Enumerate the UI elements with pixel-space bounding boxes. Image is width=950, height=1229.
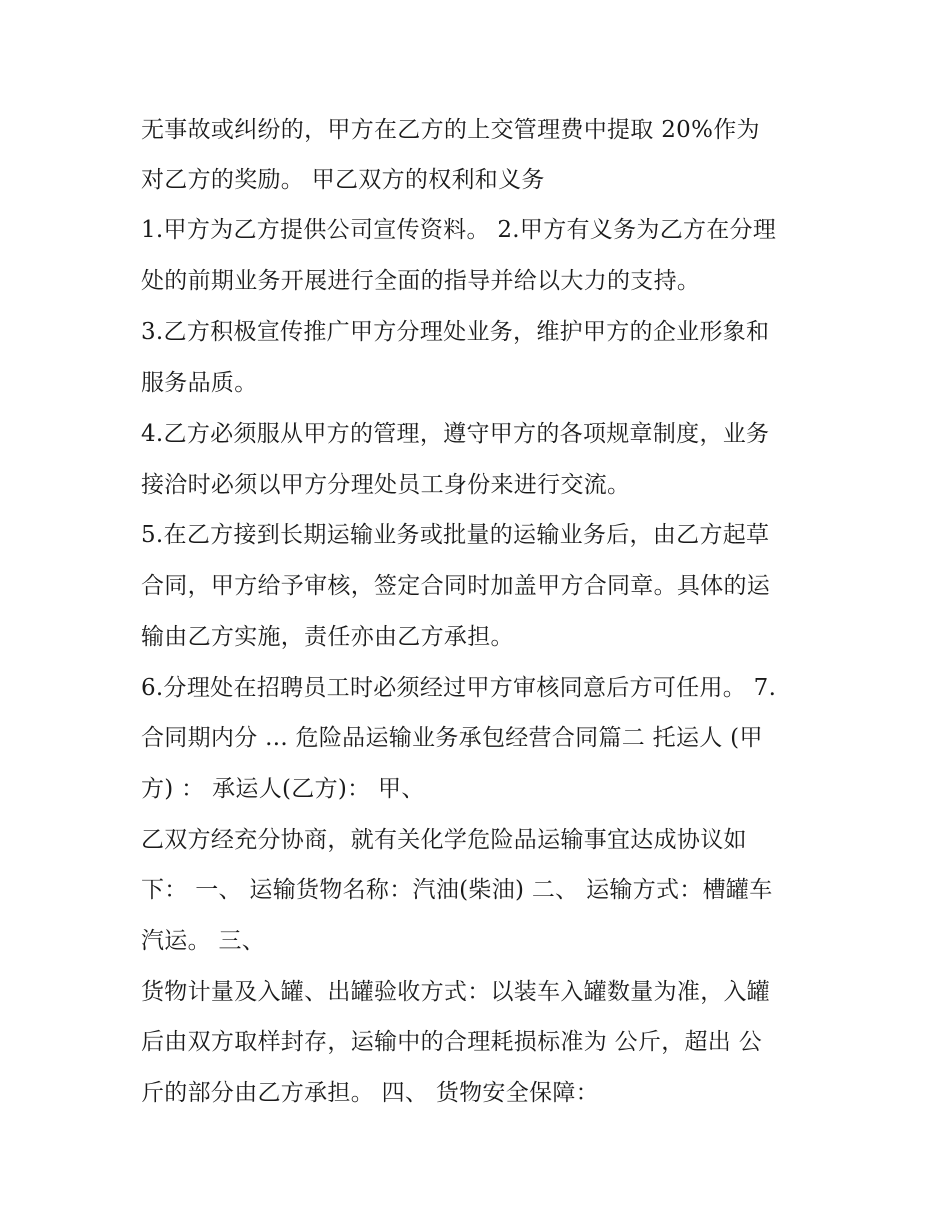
text-line: 合同，甲方给予审核，签定合同时加盖甲方合同章。具体的运 bbox=[141, 573, 771, 599]
text-line: 1.甲方为乙方提供公司宣传资料。 2.甲方有义务为乙方在分理 bbox=[141, 217, 777, 243]
text-line: 6.分理处在招聘员工时必须经过甲方审核同意后方可任用。 7. bbox=[141, 675, 777, 701]
text-line: 下： 一、 运输货物名称：汽油(柴油) 二、 运输方式：槽罐车 bbox=[141, 877, 773, 903]
text-line: 接洽时必须以甲方分理处员工身份来进行交流。 bbox=[141, 472, 631, 498]
text-line: 合同期内分 ... 危险品运输业务承包经营合同篇二 托运人 (甲 bbox=[141, 725, 763, 751]
text-line: 方) ： 承运人(乙方)： 甲、 bbox=[141, 776, 425, 802]
text-line: 服务品质。 bbox=[141, 370, 258, 396]
text-line: 4.乙方必须服从甲方的管理，遵守甲方的各项规章制度，业务 bbox=[141, 421, 770, 447]
text-line: 对乙方的奖励。 甲乙双方的权利和义务 bbox=[141, 167, 545, 193]
text-line: 输由乙方实施，责任亦由乙方承担。 bbox=[141, 624, 514, 650]
text-line: 乙双方经充分协商，就有关化学危险品运输事宜达成协议如 bbox=[141, 827, 747, 853]
text-line: 后由双方取样封存，运输中的合理耗损标准为 公斤，超出 公 bbox=[141, 1029, 763, 1055]
text-line: 汽运。 三、 bbox=[141, 928, 266, 954]
text-line: 5.在乙方接到长期运输业务或批量的运输业务后，由乙方起草 bbox=[141, 522, 770, 548]
text-line: 斤的部分由乙方承担。 四、 货物安全保障： bbox=[141, 1080, 599, 1106]
text-line: 3.乙方积极宣传推广甲方分理处业务，维护甲方的企业形象和 bbox=[141, 319, 770, 345]
text-line: 货物计量及入罐、出罐验收方式：以装车入罐数量为准，入罐 bbox=[141, 979, 771, 1005]
text-line: 处的前期业务开展进行全面的指导并给以大力的支持。 bbox=[141, 268, 701, 294]
text-line: 无事故或纠纷的，甲方在乙方的上交管理费中提取 20%作为 bbox=[141, 117, 760, 143]
